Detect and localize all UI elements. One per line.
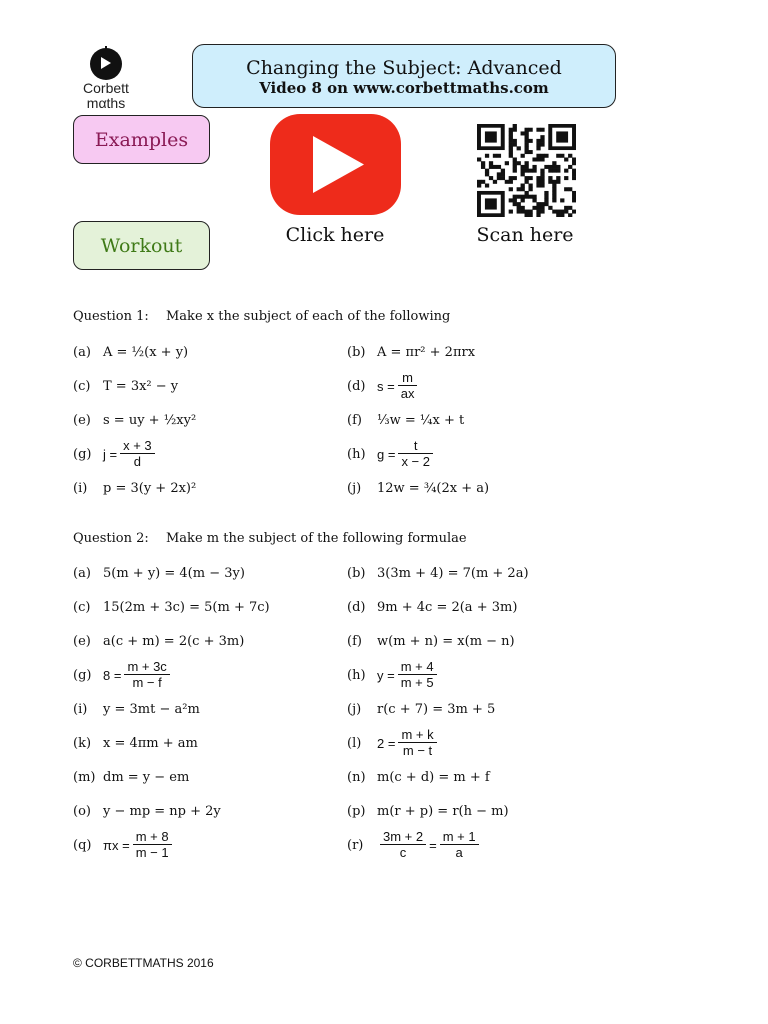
item-label: (n)	[347, 769, 366, 785]
logo-text-line2: mαths	[86, 95, 126, 111]
q2-item-h	[347, 660, 440, 690]
q1-item-f	[347, 405, 464, 435]
denominator: x − 2	[401, 454, 430, 469]
item-label: (e)	[73, 412, 91, 428]
item-label: (b)	[347, 565, 366, 581]
numerator: m	[402, 370, 413, 385]
copyright-footer: © CORBETTMATHS 2016	[73, 956, 214, 970]
item-expression: r(c + 7) = 3m + 5	[377, 701, 496, 717]
q1-item-j	[347, 473, 489, 503]
fraction	[120, 439, 155, 469]
item-label: (i)	[73, 701, 88, 717]
q2-item-g	[73, 660, 173, 690]
fraction	[398, 728, 436, 758]
numerator: m + 3c	[127, 659, 167, 674]
question-2-number: Question 2:	[73, 531, 149, 546]
item-expression: 5(m + y) = 4(m − 3y)	[103, 565, 245, 581]
item-expression: T = 3x² − y	[103, 378, 179, 394]
item-label: (f)	[347, 412, 362, 428]
item-label: (j)	[347, 480, 362, 496]
numerator: x + 3	[123, 438, 152, 453]
page-subtitle: Video 8 on www.corbettmaths.com	[259, 79, 549, 97]
item-expression: m(c + d) = m + f	[377, 769, 490, 785]
item-expression: s = uy + ½xy²	[103, 412, 197, 428]
page-title: Changing the Subject: Advanced	[246, 57, 562, 79]
denominator: m − f	[132, 675, 162, 690]
title-box	[192, 44, 616, 108]
numerator: t	[413, 438, 418, 453]
logo-disc-icon	[74, 46, 138, 82]
q1-item-d	[347, 371, 420, 401]
qr-code-icon[interactable]	[477, 124, 576, 217]
item-label: (k)	[73, 735, 92, 751]
q2-item-m	[73, 762, 189, 792]
item-lhs: j =	[103, 446, 118, 462]
item-label: (m)	[73, 769, 96, 785]
item-label: (q)	[73, 837, 92, 853]
denominator: m − 1	[135, 845, 169, 860]
item-lhs: y =	[377, 667, 395, 683]
item-label: (g)	[73, 667, 92, 683]
q1-item-e	[73, 405, 196, 435]
fraction-left	[380, 830, 426, 860]
item-expression: p = 3(y + 2x)²	[103, 480, 197, 496]
equals-sign: =	[429, 837, 437, 853]
q1-item-a	[73, 337, 188, 367]
item-expression: ⅓w = ¼x + t	[377, 412, 465, 428]
item-expression: x = 4πm + am	[103, 735, 198, 751]
item-lhs: πx =	[103, 837, 130, 853]
q2-item-e	[73, 626, 244, 656]
q2-item-f	[347, 626, 515, 656]
item-expression: w(m + n) = x(m − n)	[377, 633, 515, 649]
q1-item-g	[73, 439, 158, 469]
item-expression: dm = y − em	[103, 769, 190, 785]
item-expression: y − mp = np + 2y	[103, 803, 221, 819]
workout-button[interactable]: Workout	[73, 221, 210, 270]
q2-item-q	[73, 830, 175, 860]
item-expression: 12w = ¾(2x + a)	[377, 480, 490, 496]
item-label: (j)	[347, 701, 362, 717]
question-2-prompt: Make m the subject of the following formulae	[166, 531, 467, 546]
q2-item-a	[73, 558, 245, 588]
item-label: (r)	[347, 837, 364, 853]
item-expression: y = 3mt − a²m	[103, 701, 200, 717]
q2-item-r	[347, 830, 482, 860]
video-play-icon[interactable]	[270, 114, 401, 215]
fraction	[398, 660, 437, 690]
item-label: (c)	[73, 599, 91, 615]
q1-item-b	[347, 337, 475, 367]
item-label: (b)	[347, 344, 366, 360]
q1-item-c	[73, 371, 178, 401]
item-label: (h)	[347, 446, 366, 462]
logo-text-line1: Corbett	[83, 80, 129, 96]
corbettmaths-logo	[74, 46, 138, 112]
question-1-prompt: Make x the subject of each of the following	[166, 309, 451, 324]
denominator: c	[399, 845, 407, 860]
item-expression: a(c + m) = 2(c + 3m)	[103, 633, 245, 649]
item-label: (d)	[347, 599, 366, 615]
item-expression: A = ½(x + y)	[103, 344, 189, 360]
numerator: m + 8	[135, 829, 169, 844]
q2-item-c	[73, 592, 270, 622]
numerator: m + 4	[400, 659, 434, 674]
item-label: (p)	[347, 803, 366, 819]
q2-item-o	[73, 796, 221, 826]
item-expression: 15(2m + 3c) = 5(m + 7c)	[103, 599, 270, 615]
item-expression: 9m + 4c = 2(a + 3m)	[377, 599, 518, 615]
denominator: a	[455, 845, 463, 860]
item-lhs: g =	[377, 446, 396, 462]
numerator: m + 1	[442, 829, 476, 844]
fraction	[133, 830, 172, 860]
q2-item-d	[347, 592, 517, 622]
q2-item-i	[73, 694, 200, 724]
denominator: ax	[400, 386, 415, 401]
item-label: (l)	[347, 735, 362, 751]
item-label: (o)	[73, 803, 91, 819]
item-label: (c)	[73, 378, 91, 394]
q2-item-k	[73, 728, 198, 758]
numerator: m + k	[401, 727, 434, 742]
denominator: m + 5	[400, 675, 434, 690]
item-lhs: 8 =	[103, 667, 122, 683]
item-expression: 3(3m + 4) = 7(m + 2a)	[377, 565, 529, 581]
fraction	[124, 660, 169, 690]
scan-here-label: Scan here	[476, 224, 574, 246]
item-lhs: s =	[377, 378, 395, 394]
item-label: (g)	[73, 446, 92, 462]
q2-item-p	[347, 796, 509, 826]
item-label: (i)	[73, 480, 88, 496]
question-2-header	[73, 531, 467, 546]
q1-item-i	[73, 473, 196, 503]
q2-item-j	[347, 694, 495, 724]
fraction-right	[440, 830, 479, 860]
numerator: 3m + 2	[383, 829, 424, 844]
fraction	[398, 439, 433, 469]
denominator: d	[133, 454, 141, 469]
q1-item-h	[347, 439, 436, 469]
item-label: (h)	[347, 667, 366, 683]
item-label: (a)	[73, 344, 91, 360]
q2-item-n	[347, 762, 490, 792]
item-expression: m(r + p) = r(h − m)	[377, 803, 509, 819]
item-label: (f)	[347, 633, 362, 649]
denominator: m − t	[402, 743, 433, 758]
fraction	[398, 371, 418, 401]
click-here-label[interactable]: Click here	[285, 224, 385, 246]
question-1-header	[73, 309, 450, 324]
examples-button[interactable]: Examples	[73, 115, 210, 164]
item-lhs: 2 =	[377, 735, 396, 751]
q2-item-l	[347, 728, 440, 758]
q2-item-b	[347, 558, 529, 588]
item-label: (d)	[347, 378, 366, 394]
item-expression: A = πr² + 2πrx	[377, 344, 476, 360]
question-1-number: Question 1:	[73, 309, 149, 324]
item-label: (e)	[73, 633, 91, 649]
item-label: (a)	[73, 565, 91, 581]
